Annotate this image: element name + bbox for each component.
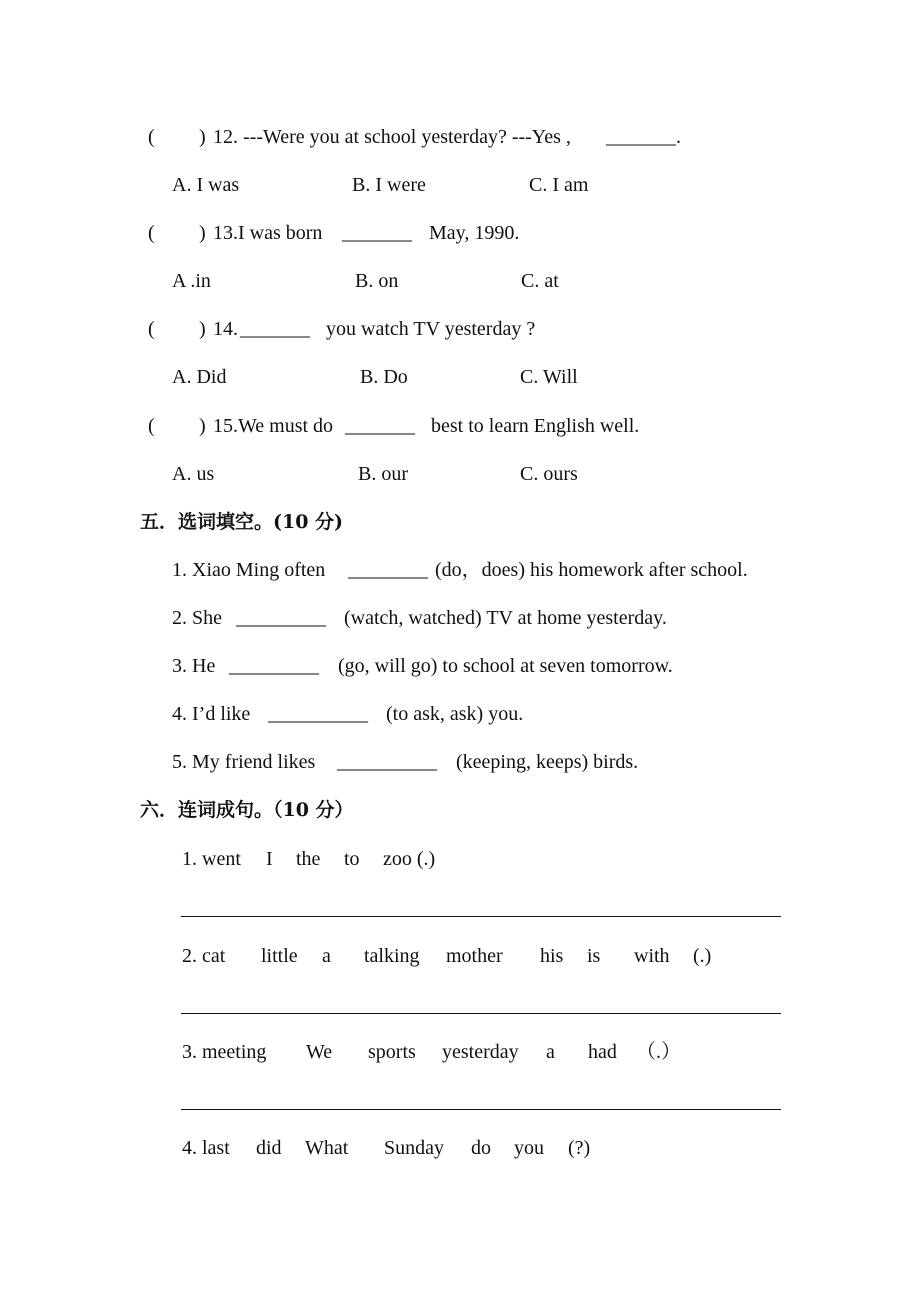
fill-item-suffix: (to ask, ask) you. [386, 703, 524, 725]
question-stem: 12. ---Were you at school yesterday? ---Yes , [213, 126, 571, 148]
answer-blank: _______ [345, 415, 415, 437]
scrambled-word: 2. cat [182, 945, 226, 967]
answer-line [181, 916, 781, 917]
fill-item-blank: __________ [268, 703, 368, 725]
scrambled-word: Sunday [384, 1137, 444, 1159]
scrambled-word: talking [364, 945, 420, 967]
scrambled-word: a [322, 945, 331, 967]
section-heading: 六．连词成句。（10 分） [140, 799, 354, 821]
scrambled-word: zoo (.) [383, 848, 436, 870]
option-a: A. us [172, 463, 215, 485]
option-a: A .in [172, 270, 211, 292]
option-a: A. I was [172, 174, 240, 196]
option-c: C. at [521, 270, 559, 292]
answer-blank: _______. [606, 126, 681, 148]
scrambled-word: did [256, 1137, 282, 1159]
fill-item-prefix: 1. Xiao Ming often [172, 559, 326, 581]
scrambled-word: I [266, 848, 273, 870]
scrambled-word: do [471, 1137, 491, 1159]
answer-blank: _______ [342, 222, 412, 244]
scrambled-word: sports [368, 1041, 416, 1063]
question-stem: 15.We must do [213, 415, 334, 437]
section-heading: 五．选词填空。(10 分) [140, 511, 344, 533]
scrambled-word: you [514, 1137, 544, 1159]
option-c: C. ours [520, 463, 578, 485]
answer-line [181, 1013, 781, 1014]
question-stem-end: best to learn English well. [431, 415, 640, 437]
fill-item-blank: __________ [337, 751, 437, 773]
option-a: A. Did [172, 366, 227, 388]
scrambled-word: 1. went [182, 848, 241, 870]
scrambled-word: yesterday [442, 1041, 519, 1063]
scrambled-word: with [634, 945, 670, 967]
fill-item-blank: _________ [236, 607, 326, 629]
fill-item-suffix: (do，does) his homework after school. [435, 559, 748, 581]
option-b: B. Do [360, 366, 408, 388]
scrambled-word: the [296, 848, 321, 870]
scrambled-word: What [305, 1137, 349, 1159]
fill-item-suffix: (keeping, keeps) birds. [456, 751, 639, 773]
question-stem-end: May, 1990. [429, 222, 520, 244]
scrambled-word: 4. last [182, 1137, 230, 1159]
scrambled-word: We [306, 1041, 333, 1063]
scrambled-word: to [344, 848, 360, 870]
scrambled-word: (?) [568, 1137, 591, 1159]
answer-paren-open: ( [148, 222, 155, 244]
scrambled-word: mother [446, 945, 503, 967]
scrambled-word: (.) [693, 945, 712, 967]
scrambled-word: had [588, 1041, 617, 1063]
fill-item-blank: ________ [348, 559, 428, 581]
option-b: B. on [355, 270, 399, 292]
fill-item-suffix: (go, will go) to school at seven tomorrow. [338, 655, 673, 677]
scrambled-word: （.） [636, 1041, 681, 1063]
scrambled-word: 3. meeting [182, 1041, 267, 1063]
scrambled-word: little [261, 945, 298, 967]
fill-item-prefix: 5. My friend likes [172, 751, 316, 773]
fill-item-suffix: (watch, watched) TV at home yesterday. [344, 607, 667, 629]
fill-item-prefix: 3. He [172, 655, 216, 677]
answer-paren-open: ( [148, 415, 155, 437]
fill-item-prefix: 2. She [172, 607, 222, 629]
option-c: C. I am [529, 174, 589, 196]
answer-paren-close: ) [199, 222, 206, 244]
question-stem-end: you watch TV yesterday ? [326, 318, 536, 340]
answer-paren-close: ) [199, 415, 206, 437]
option-b: B. our [358, 463, 408, 485]
question-stem: 13.I was born [213, 222, 323, 244]
scrambled-word: is [587, 945, 601, 967]
question-stem: 14. [213, 318, 238, 340]
option-b: B. I were [352, 174, 426, 196]
fill-item-prefix: 4. I’d like [172, 703, 251, 725]
answer-line [181, 1109, 781, 1110]
scrambled-word: his [540, 945, 564, 967]
answer-paren-close: ) [199, 318, 206, 340]
option-c: C. Will [520, 366, 578, 388]
answer-paren-open: ( [148, 126, 155, 148]
answer-paren-close: ) [199, 126, 206, 148]
fill-item-blank: _________ [229, 655, 319, 677]
answer-paren-open: ( [148, 318, 155, 340]
answer-blank: _______ [240, 318, 310, 340]
scrambled-word: a [546, 1041, 555, 1063]
